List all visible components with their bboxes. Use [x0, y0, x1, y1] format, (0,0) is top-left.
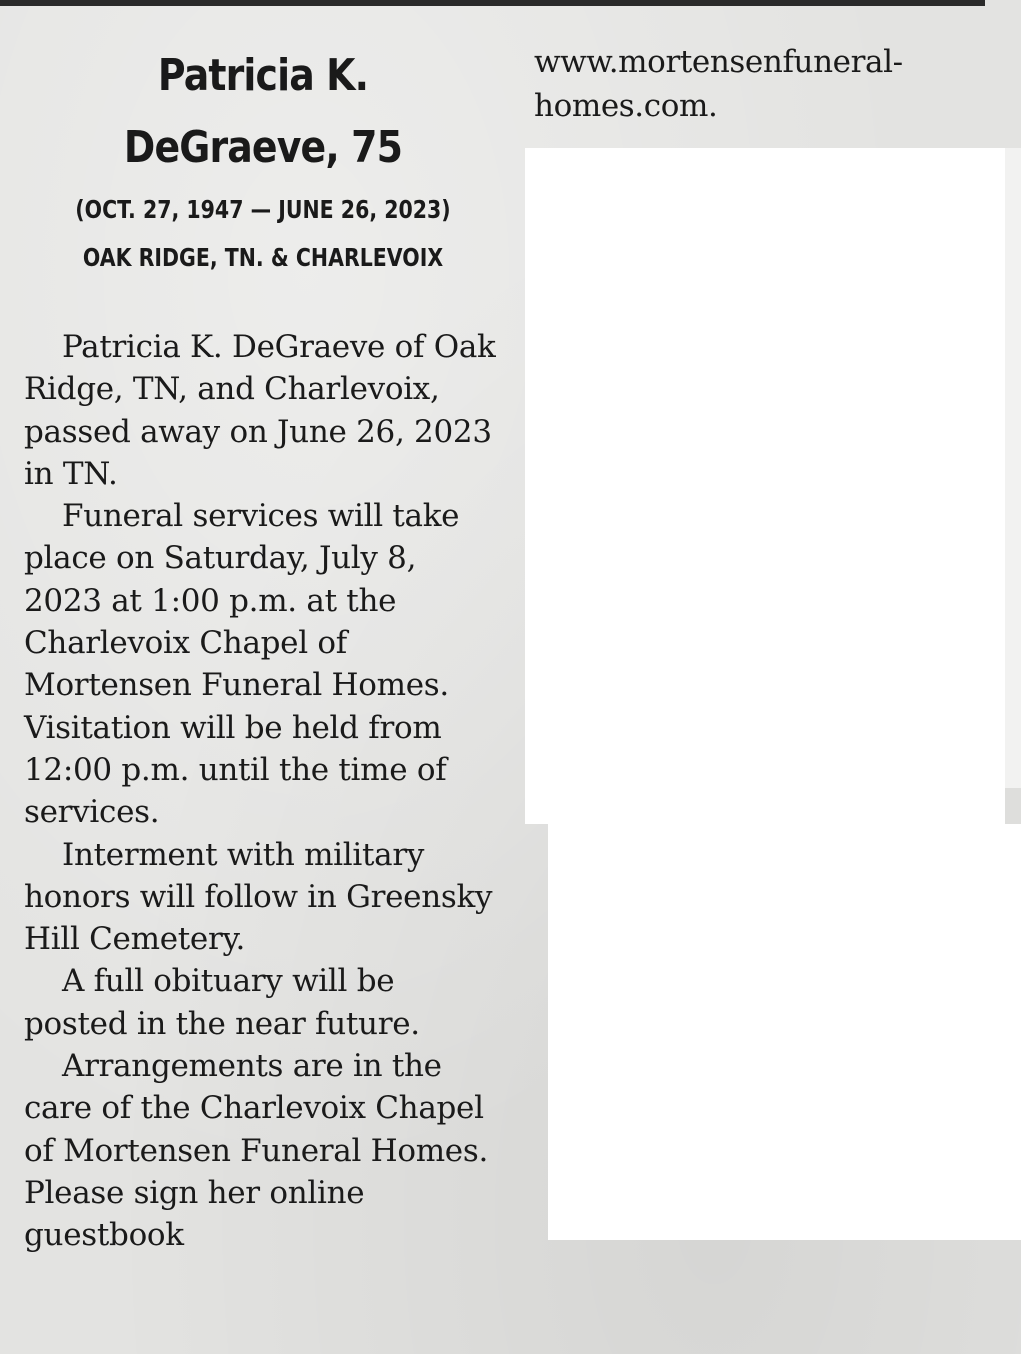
paragraph-services: Funeral services will take place on Saturday, July 8, 2023 at 1:00 p.m. at the Charlevoix Chapel of Mortensen Funeral Homes. Visitation will be held from 12:00 p.m. until the time of services.: [24, 498, 460, 831]
obituary-body: [24, 326, 502, 1257]
continuation-column: [534, 40, 974, 128]
obituary-name-line-2: DeGraeve, 75: [123, 122, 403, 173]
paragraph-passing: Patricia K. DeGraeve of Oak Ridge, TN, and Charlevoix, passed away on June 26, 2023 in TN.: [24, 329, 496, 492]
funeral-home-website: www.mortensenfuneral-homes.com.: [534, 44, 903, 124]
blank-area-upper: [525, 148, 1005, 824]
obituary-dates: (OCT. 27, 1947 — JUNE 26, 2023): [75, 195, 451, 224]
top-rule: [0, 0, 985, 6]
paragraph-arrangements: Arrangements are in the care of the Charlevoix Chapel of Mortensen Funeral Homes. Please sign her online guestbook: [24, 1048, 489, 1254]
obituary-column: [24, 40, 502, 1257]
blank-area-lower: [548, 824, 1021, 1240]
obituary-name-line-1: Patricia K.: [157, 50, 369, 101]
obituary-locations: OAK RIDGE, TN. & CHARLEVOIX: [82, 243, 444, 272]
paragraph-full-obituary: A full obituary will be posted in the near future.: [24, 963, 420, 1042]
blank-area-edge: [1005, 148, 1021, 788]
paragraph-interment: Interment with military honors will follow in Greensky Hill Cemetery.: [24, 836, 493, 958]
